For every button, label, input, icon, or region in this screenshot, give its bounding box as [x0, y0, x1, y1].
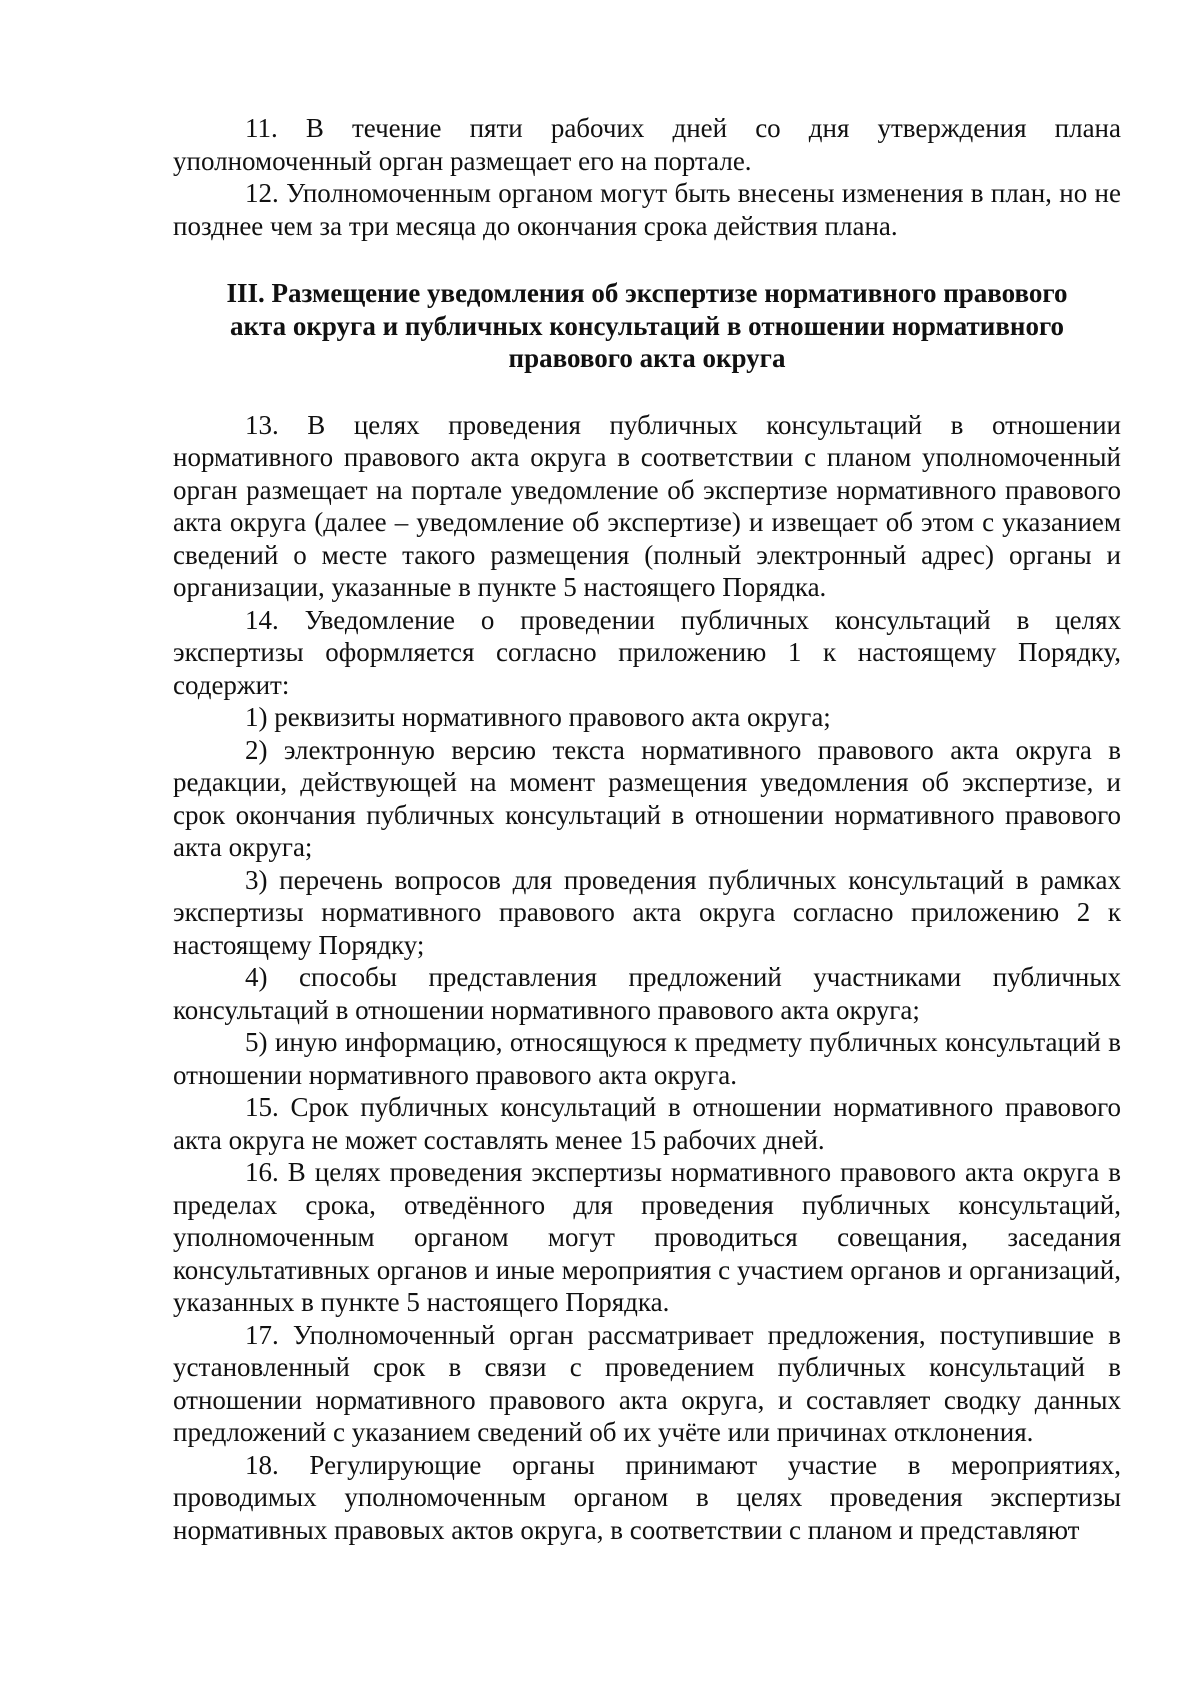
section-heading-line: правового акта округа: [508, 343, 786, 373]
document-page: [173, 112, 1121, 1546]
list-item-3: 3) перечень вопросов для проведения публичных консультаций в рамках экспертизы нормативного правового акта округа согласно приложению 2 к настоящему Порядку;: [173, 864, 1121, 960]
paragraph-12: 12. Уполномоченным органом могут быть внесены изменения в план, но не позднее чем за три месяца до окончания срока действия плана.: [173, 178, 1121, 241]
section-heading: [173, 277, 1121, 375]
paragraph-14: 14. Уведомление о проведении публичных консультаций в целях экспертизы оформляется согласно приложению 1 к настоящему Порядку, содержит:: [173, 604, 1121, 700]
list-item-2: 2) электронную версию текста нормативного правового акта округа в редакции, действующей на момент размещения уведомления об экспертизе, и срок окончания публичных консультаций в отношении нормативного правового акта округа;: [173, 734, 1121, 862]
section-heading-line: акта округа и публичных консультаций в отношении нормативного: [229, 310, 1065, 341]
paragraph-17: 17. Уполномоченный орган рассматривает предложения, поступившие в установленный срок в связи с проведением публичных консультаций в отношении нормативного правового акта округа, и составляет сводку данных предложений с указанием сведений об их учёте или причинах отклонения.: [173, 1319, 1121, 1447]
list-item-5: 5) иную информацию, относящуюся к предмету публичных консультаций в отношении нормативного правового акта округа.: [173, 1027, 1121, 1090]
paragraph-11: 11. В течение пяти рабочих дней со дня утверждения плана уполномоченный орган размещает его на портале.: [173, 113, 1121, 176]
paragraph-15: 15. Срок публичных консультаций в отношении нормативного правового акта округа не может составлять менее 15 рабочих дней.: [173, 1092, 1121, 1155]
section-heading-line: III. Размещение уведомления об экспертизе нормативного правового: [226, 278, 1068, 308]
list-item-4: 4) способы представления предложений участниками публичных консультаций в отношении нормативного правового акта округа;: [173, 962, 1121, 1025]
paragraph-18: 18. Регулирующие органы принимают участие в мероприятиях, проводимых уполномоченным органом в целях проведения экспертизы нормативных правовых актов округа, в соответствии с планом и представляют: [173, 1449, 1121, 1545]
paragraph-16: 16. В целях проведения экспертизы нормативного правового акта округа в пределах срока, отведённого для проведения публичных консультаций, уполномоченным органом могут проводиться совещания, заседания консультативных органов и иные мероприятия с участием органов и организаций, указанных в пункте 5 настоящего Порядка.: [173, 1157, 1121, 1317]
paragraph-13: 13. В целях проведения публичных консультаций в отношении нормативного правового акта округа в соответствии с планом уполномоченный орган размещает на портале уведомление об экспертизе нормативного правового акта округа (далее – уведомление об экспертизе) и извещает об этом с указанием сведений о месте такого размещения (полный электронный адрес) органы и организации, указанные в пункте 5 настоящего Порядка.: [173, 409, 1121, 602]
list-item-1: 1) реквизиты нормативного правового акта округа;: [245, 702, 831, 732]
